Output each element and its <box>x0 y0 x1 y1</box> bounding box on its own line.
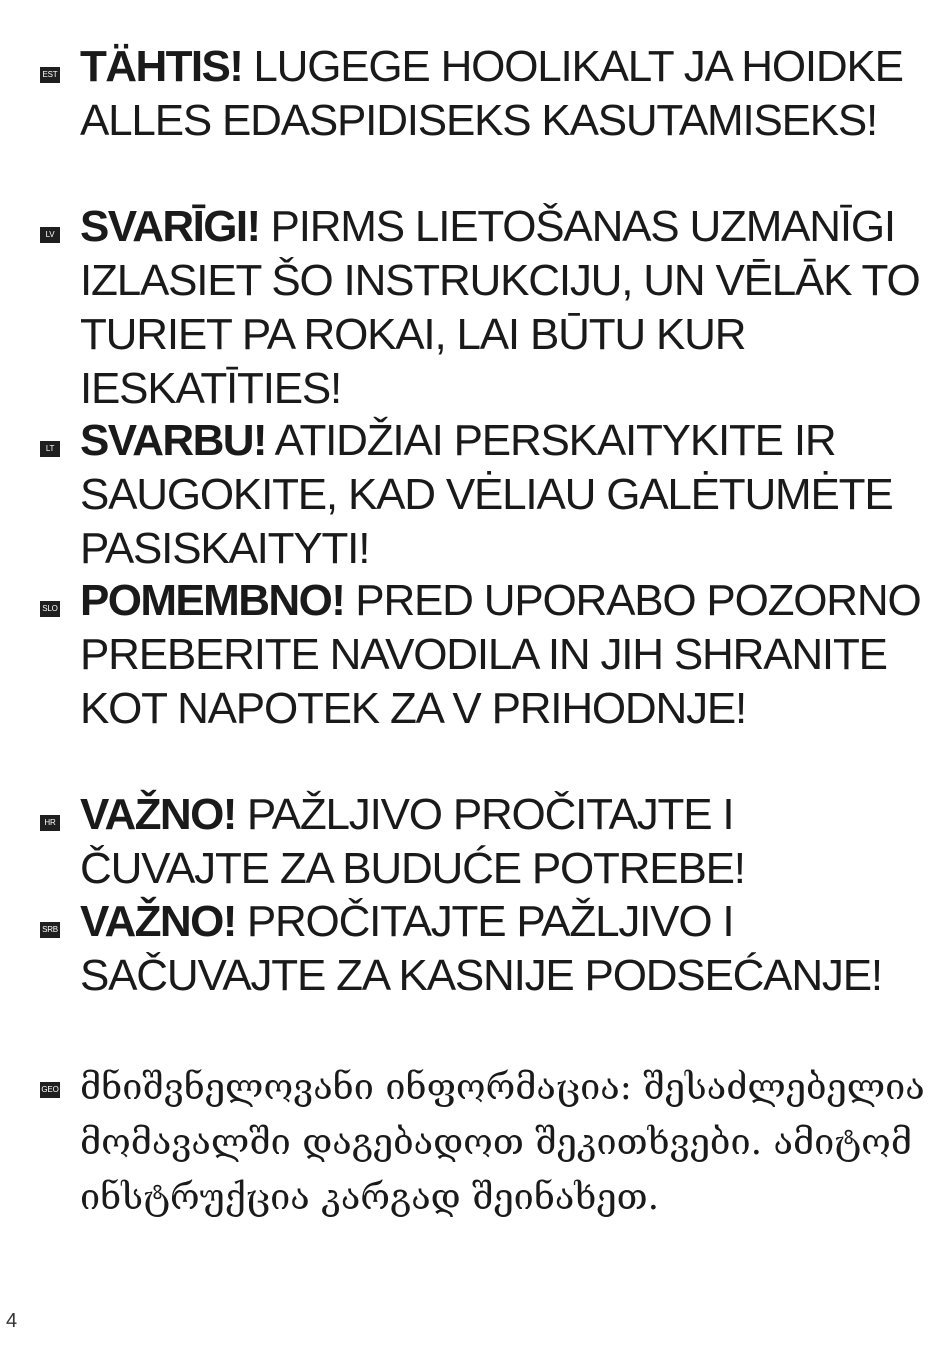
warning-heading-hr: VAŽNO! <box>80 790 236 839</box>
lang-badge-slo: SLO <box>40 601 60 617</box>
warning-body-lv: PIRMS LIETOŠANAS UZMANĪGI IZLASIET ŠO INSTRUKCIJU, UN VĒLĀK TO TURIET PA ROKAI, LAI BŪTU KUR IESKATĪTIES! <box>80 202 920 413</box>
warning-hr <box>80 788 930 896</box>
warning-text-geo: მნიშვნელოვანი ინფორმაცია: შესაძლებელია მომავალში დაგებადოთ შეკითხვები. ამიტომ ინსტრუქცია კარგად შეინახეთ. <box>80 1067 925 1218</box>
warning-text-lv <box>80 200 930 416</box>
lang-badge-lt: LT <box>40 441 60 457</box>
warning-heading-slo: POMEMBNO! <box>80 576 345 625</box>
warning-body-srb: PROČITAJTE PAŽLJIVO I SAČUVAJTE ZA KASNIJE PODSEĆANJE! <box>80 897 882 1000</box>
warning-text-slo <box>80 574 930 736</box>
warning-slo <box>80 574 930 736</box>
lang-badge-hr: HR <box>40 815 60 831</box>
warning-srb <box>80 895 930 1003</box>
lang-badge-lv: LV <box>40 227 60 243</box>
warning-text-est <box>80 40 930 148</box>
warning-lt <box>80 414 930 576</box>
warning-heading-lv: SVARĪGI! <box>80 202 260 251</box>
warning-est <box>80 40 930 148</box>
warning-body-lt: ATIDŽIAI PERSKAITYKITE IR SAUGOKITE, KAD VĖLIAU GALĖTUMĖTE PASISKAITYTI! <box>80 416 893 573</box>
lang-badge-est: EST <box>40 67 60 83</box>
warning-heading-est: TÄHTIS! <box>80 42 243 91</box>
page-number: 4 <box>6 1310 18 1332</box>
warning-body-hr: PAŽLJIVO PROČITAJTE I ČUVAJTE ZA BUDUĆE POTREBE! <box>80 790 745 893</box>
warning-text-hr <box>80 788 930 896</box>
warning-heading-srb: VAŽNO! <box>80 897 236 946</box>
warning-heading-lt: SVARBU! <box>80 416 266 465</box>
warning-lv <box>80 200 930 416</box>
warning-geo <box>80 1060 930 1225</box>
warning-text-lt <box>80 414 930 576</box>
warning-text-srb <box>80 895 930 1003</box>
lang-badge-geo: GEO <box>40 1082 60 1098</box>
lang-badge-srb: SRB <box>40 922 60 938</box>
warning-body-slo: PRED UPORABO POZORNO PREBERITE NAVODILA IN JIH SHRANITE KOT NAPOTEK ZA V PRIHODNJE! <box>80 576 921 733</box>
warning-body-est: LUGEGE HOOLIKALT JA HOIDKE ALLES EDASPIDISEKS KASUTAMISEKS! <box>80 42 903 145</box>
